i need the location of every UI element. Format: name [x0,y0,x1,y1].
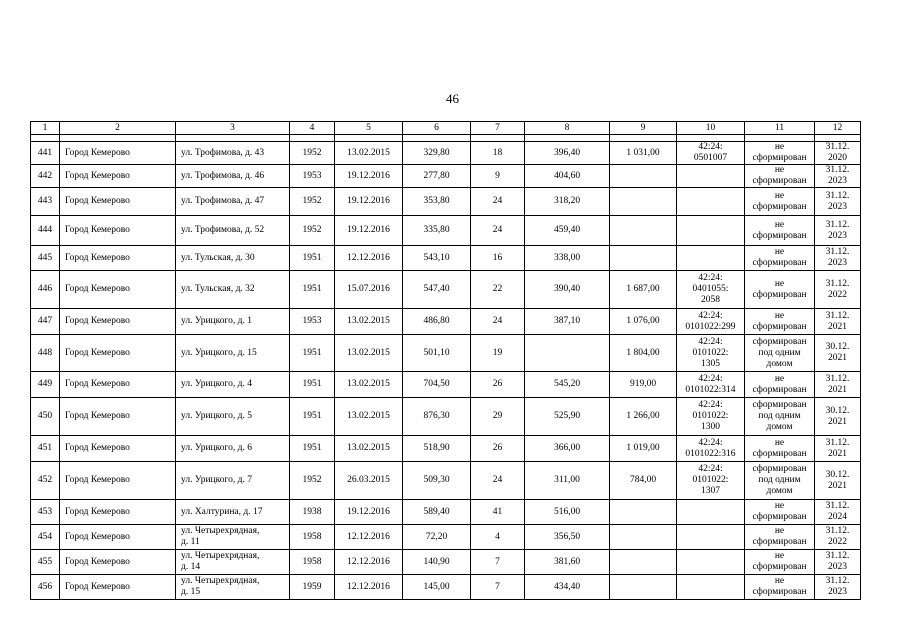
table-row [31,436,861,462]
plot-status-cell: не сформирован [745,309,815,335]
residents-cell: 19 [471,335,525,372]
date-cell: 19.12.2016 [335,188,403,216]
city-cell: Город Кемерово [60,188,176,216]
table-row [31,246,861,271]
city-cell: Город Кемерово [60,309,176,335]
date-cell: 15.07.2016 [335,271,403,309]
header-cell: 10 [677,122,745,135]
address-cell: ул. Трофимова, д. 52 [176,216,290,246]
city-cell: Город Кемерово [60,142,176,165]
row-number: 453 [31,500,60,525]
table-row [31,525,861,550]
address-cell: ул. Четырехрядная, д. 14 [176,550,290,575]
page-number: 46 [446,91,459,106]
table-row [31,500,861,525]
plot-status-cell: не сформирован [745,188,815,216]
header-cell: 3 [176,122,290,135]
spacer-cell [471,135,525,142]
residents-cell: 22 [471,271,525,309]
row-number: 449 [31,372,60,398]
land-area-cell: 1 266,00 [610,398,677,436]
deadline-cell: 31.12. 2021 [815,309,861,335]
cadastral-number-cell: 42:24: 0101022: 1300 [677,398,745,436]
area-cell: 277,80 [403,165,471,188]
cadastral-number-cell: 42:24: 0101022: 1305 [677,335,745,372]
city-cell: Город Кемерово [60,335,176,372]
row-number: 448 [31,335,60,372]
date-cell: 12.12.2016 [335,575,403,600]
residents-cell: 41 [471,500,525,525]
city-cell: Город Кемерово [60,398,176,436]
area-cell: 509,30 [403,462,471,500]
table-row [31,309,861,335]
deadline-cell: 30.12. 2021 [815,462,861,500]
header-cell: 11 [745,122,815,135]
plot-status-cell: не сформирован [745,246,815,271]
plot-status-cell: не сформирован [745,575,815,600]
table-row [31,165,861,188]
value-cell: 366,00 [525,436,610,462]
residents-cell: 24 [471,309,525,335]
land-area-cell: 1 687,00 [610,271,677,309]
spacer-cell [815,135,861,142]
year-cell: 1958 [290,525,335,550]
plot-status-cell: не сформирован [745,550,815,575]
date-cell: 13.02.2015 [335,372,403,398]
value-cell: 404,60 [525,165,610,188]
address-cell: ул. Урицкого, д. 15 [176,335,290,372]
deadline-cell: 31.12. 2023 [815,188,861,216]
year-cell: 1952 [290,188,335,216]
plot-status-cell: не сформирован [745,500,815,525]
deadline-cell: 31.12. 2023 [815,216,861,246]
value-cell [525,335,610,372]
residents-cell: 7 [471,550,525,575]
city-cell: Город Кемерово [60,500,176,525]
address-cell: ул. Урицкого, д. 6 [176,436,290,462]
residents-cell: 4 [471,525,525,550]
area-cell: 140,90 [403,550,471,575]
residents-cell: 29 [471,398,525,436]
year-cell: 1958 [290,550,335,575]
area-cell: 329,80 [403,142,471,165]
header-cell: 4 [290,122,335,135]
year-cell: 1952 [290,462,335,500]
value-cell: 390,40 [525,271,610,309]
value-cell: 311,00 [525,462,610,500]
plot-status-cell: сформирован под одним домом [745,462,815,500]
spacer-cell [31,135,60,142]
year-cell: 1953 [290,309,335,335]
row-number: 445 [31,246,60,271]
value-cell: 525,90 [525,398,610,436]
plot-status-cell: сформирован под одним домом [745,335,815,372]
plot-status-cell: не сформирован [745,165,815,188]
year-cell: 1951 [290,335,335,372]
row-number: 451 [31,436,60,462]
date-cell: 13.02.2015 [335,309,403,335]
row-number: 456 [31,575,60,600]
year-cell: 1951 [290,246,335,271]
row-number: 454 [31,525,60,550]
plot-status-cell: не сформирован [745,525,815,550]
header-cell: 12 [815,122,861,135]
value-cell: 318,20 [525,188,610,216]
row-number: 455 [31,550,60,575]
residents-cell: 26 [471,436,525,462]
cadastral-number-cell [677,575,745,600]
deadline-cell: 31.12. 2023 [815,550,861,575]
table-row [31,398,861,436]
year-cell: 1952 [290,216,335,246]
table-row [31,372,861,398]
land-area-cell [610,246,677,271]
residents-cell: 18 [471,142,525,165]
residents-cell: 26 [471,372,525,398]
row-number: 446 [31,271,60,309]
plot-status-cell: не сформирован [745,142,815,165]
table-row [31,142,861,165]
address-cell: ул. Тульская, д. 30 [176,246,290,271]
address-cell: ул. Урицкого, д. 4 [176,372,290,398]
city-cell: Город Кемерово [60,165,176,188]
address-cell: ул. Урицкого, д. 7 [176,462,290,500]
plot-status-cell: не сформирован [745,436,815,462]
city-cell: Город Кемерово [60,436,176,462]
city-cell: Город Кемерово [60,550,176,575]
area-cell: 543,10 [403,246,471,271]
deadline-cell: 31.12. 2021 [815,372,861,398]
area-cell: 72,20 [403,525,471,550]
deadline-cell: 31.12. 2022 [815,271,861,309]
value-cell: 387,10 [525,309,610,335]
cadastral-number-cell [677,550,745,575]
table-row [31,462,861,500]
deadline-cell: 30.12. 2021 [815,335,861,372]
land-area-cell [610,500,677,525]
cadastral-number-cell: 42:24: 0101022: 1307 [677,462,745,500]
residents-cell: 7 [471,575,525,600]
address-cell: ул. Четырехрядная, д. 11 [176,525,290,550]
land-area-cell: 919,00 [610,372,677,398]
row-number: 450 [31,398,60,436]
address-cell: ул. Халтурина, д. 17 [176,500,290,525]
city-cell: Город Кемерово [60,271,176,309]
address-cell: ул. Трофимова, д. 47 [176,188,290,216]
header-cell: 6 [403,122,471,135]
year-cell: 1938 [290,500,335,525]
row-number: 444 [31,216,60,246]
deadline-cell: 31.12. 2021 [815,436,861,462]
city-cell: Город Кемерово [60,525,176,550]
cadastral-number-cell: 42:24: 0101022:316 [677,436,745,462]
date-cell: 12.12.2016 [335,525,403,550]
header-cell: 2 [60,122,176,135]
area-cell: 876,30 [403,398,471,436]
year-cell: 1952 [290,142,335,165]
date-cell: 19.12.2016 [335,216,403,246]
value-cell: 545,20 [525,372,610,398]
date-cell: 13.02.2015 [335,142,403,165]
area-cell: 145,00 [403,575,471,600]
city-cell: Город Кемерово [60,575,176,600]
land-area-cell: 784,00 [610,462,677,500]
address-cell: ул. Тульская, д. 32 [176,271,290,309]
city-cell: Город Кемерово [60,216,176,246]
year-cell: 1953 [290,165,335,188]
row-number: 443 [31,188,60,216]
deadline-cell: 31.12. 2023 [815,575,861,600]
deadline-cell: 31.12. 2020 [815,142,861,165]
spacer-cell [290,135,335,142]
deadline-cell: 31.12. 2024 [815,500,861,525]
land-area-cell [610,525,677,550]
header-cell: 9 [610,122,677,135]
address-cell: ул. Трофимова, д. 46 [176,165,290,188]
area-cell: 518,90 [403,436,471,462]
land-area-cell [610,216,677,246]
residents-cell: 24 [471,188,525,216]
spacer-cell [60,135,176,142]
area-cell: 501,10 [403,335,471,372]
value-cell: 338,00 [525,246,610,271]
deadline-cell: 30.12. 2021 [815,398,861,436]
cadastral-number-cell [677,500,745,525]
value-cell: 381,60 [525,550,610,575]
deadline-cell: 31.12. 2023 [815,165,861,188]
year-cell: 1951 [290,398,335,436]
date-cell: 13.02.2015 [335,335,403,372]
spacer-cell [176,135,290,142]
residents-cell: 24 [471,462,525,500]
cadastral-number-cell: 42:24: 0101022:314 [677,372,745,398]
cadastral-number-cell: 42:24: 0501007 [677,142,745,165]
date-cell: 13.02.2015 [335,398,403,436]
value-cell: 396,40 [525,142,610,165]
spacer-cell [610,135,677,142]
land-area-cell: 1 031,00 [610,142,677,165]
value-cell: 356,50 [525,525,610,550]
cadastral-number-cell [677,216,745,246]
date-cell: 13.02.2015 [335,436,403,462]
header-cell: 1 [31,122,60,135]
address-cell: ул. Урицкого, д. 1 [176,309,290,335]
cadastral-number-cell [677,246,745,271]
area-cell: 486,80 [403,309,471,335]
residents-cell: 24 [471,216,525,246]
land-area-cell [610,165,677,188]
plot-status-cell: не сформирован [745,216,815,246]
city-cell: Город Кемерово [60,372,176,398]
area-cell: 589,40 [403,500,471,525]
area-cell: 335,80 [403,216,471,246]
cadastral-number-cell [677,525,745,550]
plot-status-cell: не сформирован [745,372,815,398]
residents-cell: 9 [471,165,525,188]
residents-cell: 16 [471,246,525,271]
city-cell: Город Кемерово [60,246,176,271]
table-row [31,575,861,600]
spacer-cell [403,135,471,142]
row-number: 441 [31,142,60,165]
area-cell: 704,50 [403,372,471,398]
header-cell: 5 [335,122,403,135]
table-row [31,271,861,309]
header-cell: 8 [525,122,610,135]
spacer-row [31,135,861,142]
date-cell: 26.03.2015 [335,462,403,500]
address-cell: ул. Четырехрядная, д. 15 [176,575,290,600]
date-cell: 12.12.2016 [335,246,403,271]
row-number: 452 [31,462,60,500]
land-area-cell [610,188,677,216]
land-area-cell [610,575,677,600]
area-cell: 353,80 [403,188,471,216]
cadastral-number-cell: 42:24: 0401055: 2058 [677,271,745,309]
date-cell: 12.12.2016 [335,550,403,575]
land-area-cell: 1 804,00 [610,335,677,372]
plot-status-cell: сформирован под одним домом [745,398,815,436]
address-cell: ул. Трофимова, д. 43 [176,142,290,165]
cadastral-number-cell [677,165,745,188]
deadline-cell: 31.12. 2022 [815,525,861,550]
deadline-cell: 31.12. 2023 [815,246,861,271]
value-cell: 516,00 [525,500,610,525]
city-cell: Город Кемерово [60,462,176,500]
table-row [31,335,861,372]
spacer-cell [745,135,815,142]
address-cell: ул. Урицкого, д. 5 [176,398,290,436]
land-area-cell: 1 019,00 [610,436,677,462]
plot-status-cell: не сформирован [745,271,815,309]
year-cell: 1951 [290,271,335,309]
spacer-cell [677,135,745,142]
cadastral-number-cell: 42:24: 0101022:299 [677,309,745,335]
year-cell: 1959 [290,575,335,600]
header-row [31,122,861,135]
table-row [31,188,861,216]
value-cell: 434,40 [525,575,610,600]
spacer-cell [525,135,610,142]
housing-registry-table [30,121,861,600]
date-cell: 19.12.2016 [335,165,403,188]
header-cell: 7 [471,122,525,135]
year-cell: 1951 [290,436,335,462]
table-row [31,550,861,575]
year-cell: 1951 [290,372,335,398]
row-number: 447 [31,309,60,335]
date-cell: 19.12.2016 [335,500,403,525]
land-area-cell: 1 076,00 [610,309,677,335]
value-cell: 459,40 [525,216,610,246]
land-area-cell [610,550,677,575]
spacer-cell [335,135,403,142]
row-number: 442 [31,165,60,188]
cadastral-number-cell [677,188,745,216]
area-cell: 547,40 [403,271,471,309]
table-row [31,216,861,246]
